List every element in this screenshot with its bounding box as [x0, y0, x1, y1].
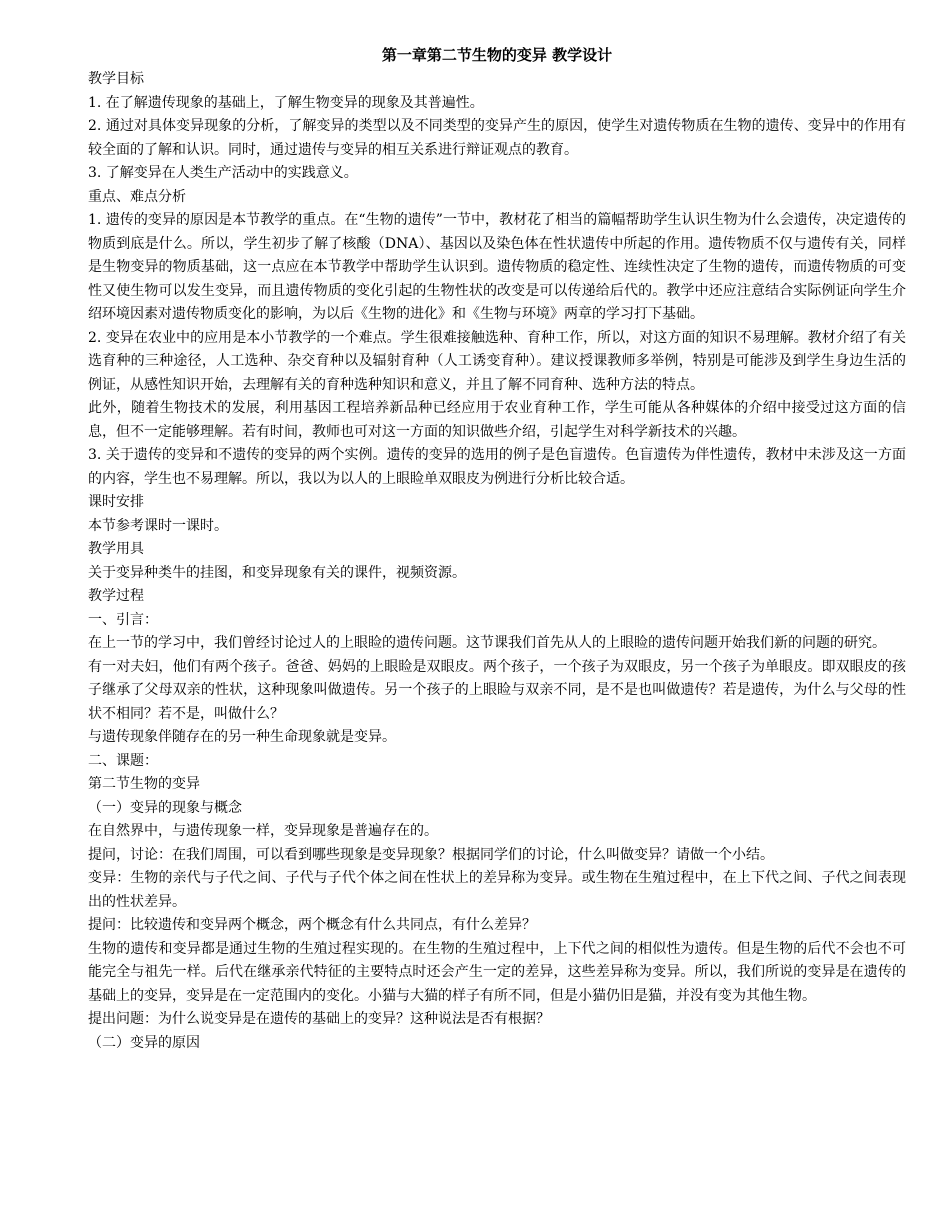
comparison-question: 提问：比较遗传和变异两个概念，两个概念有什么共同点，有什么差异？ — [88, 917, 536, 933]
subsection-causes: （二）变异的原因 — [88, 1034, 200, 1051]
analysis-item-2: 2. 变异在农业中的应用是本小节教学的一个难点。学生很难接触选种、育种工作，所以，对这方面的知识不易理解。教材介绍了有关选育种的三种途径，人工选种、杂交育种以及辐射育种（人工诱变育种）。建议授课教师多举例，特别是可能涉及到学生身边生活的例证，从感性知识开始，去理解有关的育种选种知识和意义，并且了解不同育种、选种方法的特点。 — [88, 329, 906, 393]
analysis-item-3: 3. 关于遗传的变异和不遗传的变异的两个实例。遗传的变异的选用的例子是色盲遗传。色盲遗传为伴性遗传，教材中未涉及这一方面的内容，学生也不易理解。所以，我以为以人的上眼睑单双眼皮为例进行分析比较合适。 — [88, 447, 906, 487]
teaching-tools-text: 关于变异种类牛的挂图，和变异现象有关的课件，视频资源。 — [88, 564, 466, 581]
raised-question: 提出问题：为什么说变异是在遗传的基础上的变异？这种说法是否有根据？ — [88, 1011, 550, 1027]
document-title: 第一章第二节生物的变异 教学设计 — [381, 46, 613, 64]
document-body — [88, 68, 906, 1055]
heading-teaching-tools: 教学用具 — [88, 541, 144, 557]
topic-title: 第二节生物的变异 — [88, 776, 200, 792]
heading-teaching-process: 教学过程 — [88, 588, 144, 604]
heading-class-hours: 课时安排 — [88, 494, 144, 510]
goal-item-3: 3. 了解变异在人类生产活动中的实践意义。 — [88, 165, 358, 181]
comparison-answer: 生物的遗传和变异都是通过生物的生殖过程实现的。在生物的生殖过程中，上下代之间的相似性为遗传。但是生物的后代不会也不可能完全与祖先一样。后代在继承亲代特征的主要特点时还会产生一定的差异，这些差异称为变异。所以，我们所说的变异是在遗传的基础上的变异，变异是在一定范围内的变化。小猫与大猫的样子有所不同，但是小猫仍旧是猫，并没有变为其他生物。 — [88, 940, 906, 1004]
phenomenon-paragraph-1: 在自然界中，与遗传现象一样，变异现象是普遍存在的。 — [88, 823, 438, 839]
introduction-paragraph-3: 与遗传现象伴随存在的另一种生命现象就是变异。 — [88, 729, 396, 745]
phenomenon-question: 提问，讨论：在我们周围，可以看到哪些现象是变异现象？根据同学们的讨论，什么叫做变异？请做一个小结。 — [88, 846, 774, 863]
class-hours-text: 本节参考课时一课时。 — [88, 517, 228, 534]
document-page — [88, 44, 906, 1055]
section-introduction: 一、引言： — [88, 611, 158, 628]
analysis-paragraph-additional: 此外，随着生物技术的发展，利用基因工程培养新品种已经应用于农业育种工作，学生可能从各种媒体的介绍中接受过这方面的信息，但不一定能够理解。若有时间，教师也可对这一方面的知识做些介绍，引起学生对科学新技术的兴趣。 — [88, 400, 906, 440]
analysis-item-1: 1. 遗传的变异的原因是本节教学的重点。在“生物的遗传”一节中，教材花了相当的篇幅帮助学生认识生物为什么会遗传，决定遗传的物质到底是什么。所以，学生初步了解了核酸（DNA）、基因以及染色体在性状遗传中所起的作用。遗传物质不仅与遗传有关，同样是生物变异的物质基础，这一点应在本节教学中帮助学生认识到。遗传物质的稳定性、连续性决定了生物的遗传，而遗传物质的可变性又使生物可以发生变异，而且遗传物质的变化引起的生物性状的改变是可以传递给后代的。教学中还应注意结合实际例证向学生介绍环境因素对遗传物质变化的影响，为以后《生物的进化》和《生物与环境》两章的学习打下基础。 — [88, 212, 906, 322]
introduction-paragraph-2: 有一对夫妇，他们有两个孩子。爸爸、妈妈的上眼睑是双眼皮。两个孩子，一个孩子为双眼皮，另一个孩子为单眼皮。即双眼皮的孩子继承了父母双亲的性状，这种现象叫做遗传。另一个孩子的上眼睑与双亲不同，是不是也叫做遗传？若是遗传，为什么与父母的性状不相同？若不是，叫做什么？ — [88, 658, 906, 722]
goal-item-1: 1. 在了解遗传现象的基础上，了解生物变异的现象及其普遍性。 — [88, 94, 484, 111]
variation-definition: 变异：生物的亲代与子代之间、子代与子代个体之间在性状上的差异称为变异。或生物在生殖过程中，在上下代之间、子代之间表现出的性状差异。 — [88, 870, 906, 910]
section-topic: 二、课题： — [88, 752, 158, 769]
introduction-paragraph-1: 在上一节的学习中，我们曾经讨论过人的上眼睑的遗传问题。这节课我们首先从人的上眼睑的遗传问题开始我们新的问题的研究。 — [88, 635, 886, 651]
heading-teaching-goals: 教学目标 — [88, 71, 144, 87]
goal-item-2: 2. 通过对具体变异现象的分析，了解变异的类型以及不同类型的变异产生的原因，使学生对遗传物质在生物的遗传、变异中的作用有较全面的了解和认识。同时，通过遗传与变异的相互关系进行辩证观点的教育。 — [88, 118, 906, 158]
heading-key-difficult-points: 重点、难点分析 — [88, 188, 186, 205]
subsection-phenomenon-concept: （一）变异的现象与概念 — [88, 799, 242, 816]
